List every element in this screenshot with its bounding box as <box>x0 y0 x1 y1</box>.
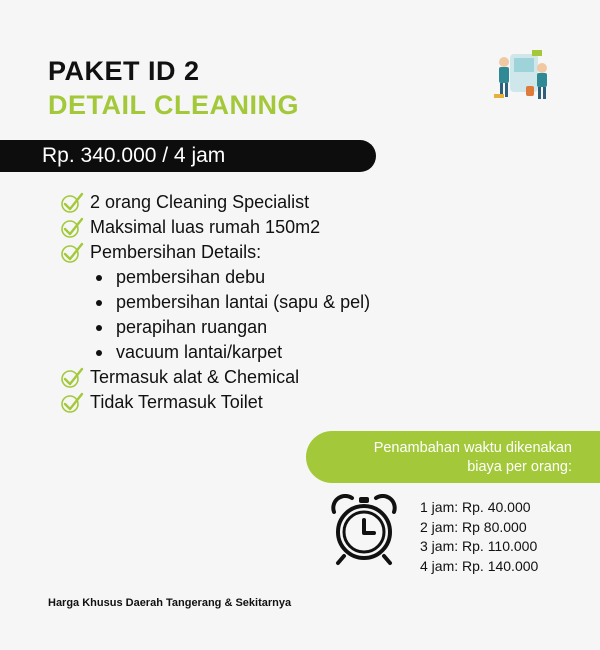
check-icon <box>60 392 84 414</box>
feature-label: 2 orang Cleaning Specialist <box>90 192 310 212</box>
feature-label: Termasuk alat & Chemical <box>90 367 300 387</box>
price-banner <box>0 140 376 172</box>
feature-item <box>60 365 370 390</box>
rate-list <box>420 499 538 577</box>
extra-time-banner <box>306 431 600 483</box>
alarm-clock-icon <box>330 494 398 566</box>
extra-time-note <box>312 439 572 477</box>
bullet-dot <box>96 275 102 281</box>
bullet-dot <box>96 300 102 306</box>
feature-label: Tidak Termasuk Toilet <box>90 392 263 412</box>
bullet-dot <box>96 350 102 356</box>
rate-item: 1 jam: Rp. 40.000 <box>420 499 531 515</box>
feature-item <box>60 215 370 240</box>
extra-time-line2: biaya per orang: <box>467 459 572 475</box>
feature-label: Maksimal luas rumah 150m2 <box>90 217 321 237</box>
detail-label: perapihan ruangan <box>116 317 268 337</box>
list-item <box>96 340 370 365</box>
feature-item <box>60 190 370 215</box>
footer-note: Harga Khusus Daerah Tangerang & Sekitarnya <box>48 597 292 609</box>
cleaning-workers-icon <box>492 48 556 104</box>
list-item <box>96 265 370 290</box>
check-icon <box>60 242 84 264</box>
feature-item <box>60 390 370 415</box>
feature-label: Pembersihan Details: <box>90 242 262 262</box>
price-label: Rp. 340.000 / 4 jam <box>42 144 226 167</box>
package-id: PAKET ID 2 <box>48 56 200 86</box>
check-icon <box>60 367 84 389</box>
list-item <box>96 315 370 340</box>
list-item <box>96 290 370 315</box>
detail-label: pembersihan lantai (sapu & pel) <box>116 292 371 312</box>
feature-item <box>60 240 370 265</box>
rate-item: 4 jam: Rp. 140.000 <box>420 557 539 574</box>
rate-item: 2 jam: Rp 80.000 <box>420 518 527 535</box>
detail-label: vacuum lantai/karpet <box>116 342 283 362</box>
extra-time-line1: Penambahan waktu dikenakan <box>373 440 572 456</box>
check-icon <box>60 217 84 239</box>
bullet-dot <box>96 325 102 331</box>
detail-label: pembersihan debu <box>116 267 266 287</box>
detail-list <box>96 265 370 365</box>
package-name: DETAIL CLEANING <box>48 90 300 120</box>
rate-item: 3 jam: Rp. 110.000 <box>420 538 538 554</box>
feature-list <box>60 190 370 415</box>
check-icon <box>60 192 84 214</box>
